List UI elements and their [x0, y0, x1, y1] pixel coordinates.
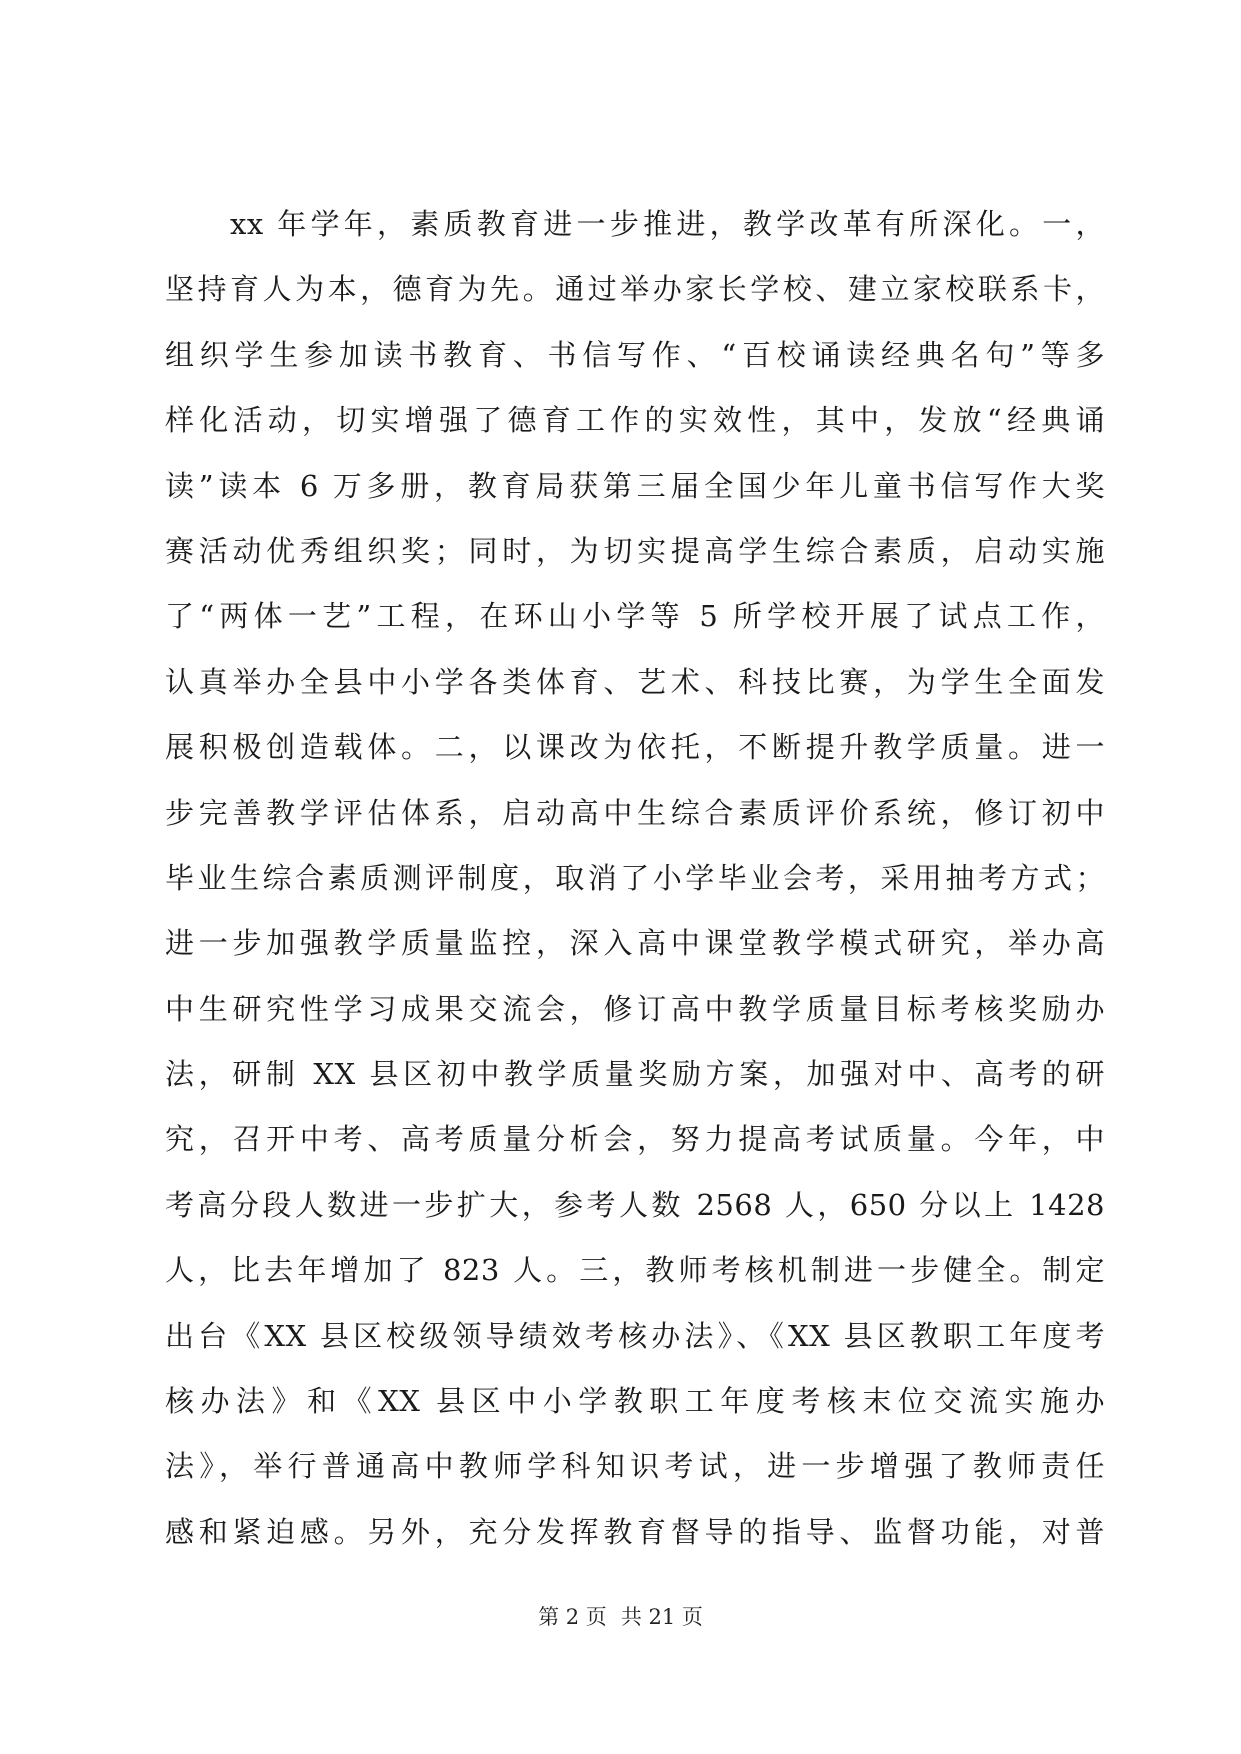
- body-line: 法》，举行普通高中教师学科知识考试，进一步增强了教师责任: [165, 1449, 1105, 1484]
- body-line: 赛活动优秀组织奖；同时，为切实提高学生综合素质，启动实施: [165, 533, 1105, 568]
- body-line: 出台《XX 县区校级领导绩效考核办法》、《XX 县区教职工年度考: [165, 1318, 1105, 1353]
- body-line: xx 年学年，素质教育进一步推进，教学改革有所深化。一，: [230, 207, 1105, 241]
- body-line: 究，召开中考、高考质量分析会，努力提高考试质量。今年，中: [165, 1122, 1105, 1157]
- body-line: 认真举办全县中小学各类体育、艺术、科技比赛，为学生全面发: [165, 664, 1105, 699]
- page-total: 共 21 页: [620, 1605, 703, 1629]
- body-line: 读”读本 6 万多册，教育局获第三届全国少年儿童书信写作大奖: [165, 468, 1105, 503]
- body-line: 步完善教学评估体系，启动高中生综合素质评价系统，修订初中: [165, 795, 1105, 830]
- body-line: 毕业生综合素质测评制度，取消了小学毕业会考，采用抽考方式；: [165, 860, 1105, 895]
- page-footer: [0, 1602, 1241, 1632]
- body-line: 人，比去年增加了 823 人。三，教师考核机制进一步健全。制定: [165, 1253, 1105, 1288]
- body-line: 样化活动，切实增强了德育工作的实效性，其中，发放“经典诵: [165, 403, 1105, 438]
- body-text: [165, 192, 1105, 1565]
- body-line: 坚持育人为本，德育为先。通过举办家长学校、建立家校联系卡，: [165, 272, 1105, 307]
- body-line: 中生研究性学习成果交流会，修订高中教学质量目标考核奖励办: [165, 991, 1105, 1026]
- body-line: 组织学生参加读书教育、书信写作、“百校诵读经典名句”等多: [165, 337, 1105, 372]
- body-line: 展积极创造载体。二，以课改为依托，不断提升教学质量。进一: [165, 730, 1105, 765]
- body-line: 考高分段人数进一步扩大，参考人数 2568 人，650 分以上 1428: [165, 1187, 1105, 1222]
- body-line: 法，研制 XX 县区初中教学质量奖励方案，加强对中、高考的研: [165, 1057, 1105, 1092]
- body-line: 了“两体一艺”工程，在环山小学等 5 所学校开展了试点工作，: [165, 599, 1105, 634]
- body-line: 感和紧迫感。另外，充分发挥教育督导的指导、监督功能，对普: [165, 1514, 1105, 1549]
- page-number: 第 2 页: [538, 1605, 607, 1629]
- body-line: 进一步加强教学质量监控，深入高中课堂教学模式研究，举办高: [165, 926, 1105, 961]
- body-line: 核办法》和《XX 县区中小学教职工年度考核末位交流实施办: [165, 1384, 1105, 1419]
